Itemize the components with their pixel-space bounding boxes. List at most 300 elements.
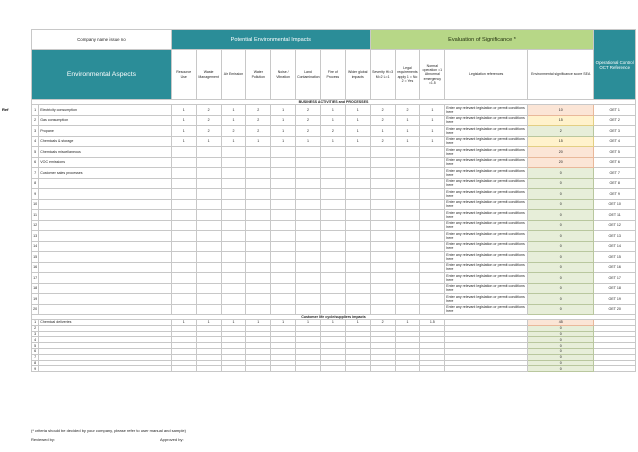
impact-value-cell[interactable] bbox=[345, 231, 370, 242]
impact-value-cell[interactable] bbox=[271, 199, 296, 210]
normal-cell[interactable] bbox=[420, 252, 445, 263]
legal-cell[interactable] bbox=[395, 273, 420, 284]
oct-reference-cell[interactable]: OET 14 bbox=[594, 241, 636, 252]
severity-cell[interactable]: 1 bbox=[370, 126, 395, 137]
oct-reference-cell[interactable]: OET 6 bbox=[594, 157, 636, 168]
impact-value-cell[interactable]: 1 bbox=[246, 136, 271, 147]
impact-value-cell[interactable] bbox=[271, 283, 296, 294]
impact-value-cell[interactable] bbox=[271, 178, 296, 189]
severity-cell[interactable] bbox=[370, 220, 395, 231]
impact-value-cell[interactable] bbox=[246, 210, 271, 221]
impact-value-cell[interactable] bbox=[196, 168, 221, 179]
impact-value-cell[interactable]: 2 bbox=[296, 115, 321, 126]
impact-value-cell[interactable]: 1 bbox=[271, 126, 296, 137]
impact-value-cell[interactable]: 2 bbox=[296, 105, 321, 116]
impact-value-cell[interactable] bbox=[296, 294, 321, 305]
normal-cell[interactable]: 1 bbox=[420, 136, 445, 147]
severity-cell[interactable] bbox=[370, 178, 395, 189]
normal-cell[interactable]: 1 bbox=[420, 115, 445, 126]
oct-reference-cell[interactable]: OET 9 bbox=[594, 189, 636, 200]
impact-value-cell[interactable] bbox=[246, 157, 271, 168]
legislation-cell[interactable]: Enter any relevant legislation or permit conditions here bbox=[445, 136, 528, 147]
impact-value-cell[interactable] bbox=[196, 189, 221, 200]
impact-value-cell[interactable]: 1 bbox=[171, 136, 196, 147]
aspect-cell[interactable]: Gas consumption bbox=[39, 115, 172, 126]
impact-value-cell[interactable]: 1 bbox=[320, 136, 345, 147]
impact-value-cell[interactable] bbox=[246, 168, 271, 179]
impact-value-cell[interactable] bbox=[196, 366, 221, 372]
impact-value-cell[interactable] bbox=[271, 231, 296, 242]
impact-value-cell[interactable] bbox=[171, 366, 196, 372]
impact-value-cell[interactable] bbox=[221, 220, 246, 231]
impact-value-cell[interactable] bbox=[271, 273, 296, 284]
normal-cell[interactable] bbox=[420, 294, 445, 305]
impact-value-cell[interactable] bbox=[345, 241, 370, 252]
legal-cell[interactable] bbox=[395, 178, 420, 189]
severity-cell[interactable] bbox=[370, 294, 395, 305]
impact-value-cell[interactable] bbox=[246, 283, 271, 294]
normal-cell[interactable] bbox=[420, 157, 445, 168]
legal-cell[interactable] bbox=[395, 252, 420, 263]
impact-value-cell[interactable] bbox=[296, 304, 321, 315]
legislation-cell[interactable]: Enter any relevant legislation or permit conditions here bbox=[445, 241, 528, 252]
severity-cell[interactable] bbox=[370, 147, 395, 158]
aspect-cell[interactable]: Customer sales processes bbox=[39, 168, 172, 179]
normal-cell[interactable] bbox=[420, 241, 445, 252]
legal-cell[interactable] bbox=[395, 283, 420, 294]
normal-cell[interactable] bbox=[420, 273, 445, 284]
aspect-cell[interactable] bbox=[39, 366, 172, 372]
aspect-cell[interactable] bbox=[39, 199, 172, 210]
impact-value-cell[interactable] bbox=[271, 252, 296, 263]
legislation-cell[interactable]: Enter any relevant legislation or permit conditions here bbox=[445, 252, 528, 263]
oct-reference-cell[interactable]: OET 18 bbox=[594, 283, 636, 294]
impact-value-cell[interactable] bbox=[196, 231, 221, 242]
oct-reference-cell[interactable]: OET 7 bbox=[594, 168, 636, 179]
impact-value-cell[interactable]: 1 bbox=[320, 105, 345, 116]
company-name-cell[interactable]: Company name issue no bbox=[32, 30, 172, 50]
aspect-cell[interactable] bbox=[39, 262, 172, 273]
impact-value-cell[interactable]: 2 bbox=[246, 105, 271, 116]
aspect-cell[interactable] bbox=[39, 304, 172, 315]
impact-value-cell[interactable] bbox=[196, 241, 221, 252]
oct-reference-cell[interactable]: OET 8 bbox=[594, 178, 636, 189]
impact-value-cell[interactable] bbox=[221, 231, 246, 242]
impact-value-cell[interactable] bbox=[271, 189, 296, 200]
legal-cell[interactable] bbox=[395, 189, 420, 200]
legal-cell[interactable] bbox=[395, 294, 420, 305]
oct-reference-cell[interactable]: OET 11 bbox=[594, 210, 636, 221]
legislation-cell[interactable]: Enter any relevant legislation or permit conditions here bbox=[445, 283, 528, 294]
oct-reference-cell[interactable]: OET 16 bbox=[594, 262, 636, 273]
impact-value-cell[interactable]: 1 bbox=[171, 320, 196, 326]
impact-value-cell[interactable] bbox=[246, 366, 271, 372]
severity-cell[interactable]: 2 bbox=[370, 105, 395, 116]
severity-cell[interactable] bbox=[370, 283, 395, 294]
oct-reference-cell[interactable]: OET 15 bbox=[594, 252, 636, 263]
oct-reference-cell[interactable]: OET 1 bbox=[594, 105, 636, 116]
impact-value-cell[interactable] bbox=[271, 294, 296, 305]
impact-value-cell[interactable] bbox=[271, 157, 296, 168]
impact-value-cell[interactable]: 1 bbox=[271, 115, 296, 126]
impact-value-cell[interactable] bbox=[171, 241, 196, 252]
impact-value-cell[interactable] bbox=[196, 252, 221, 263]
aspect-cell[interactable] bbox=[39, 231, 172, 242]
oct-reference-cell[interactable]: OET 2 bbox=[594, 115, 636, 126]
impact-value-cell[interactable] bbox=[171, 294, 196, 305]
legislation-cell[interactable]: Enter any relevant legislation or permit conditions here bbox=[445, 210, 528, 221]
impact-value-cell[interactable]: 2 bbox=[221, 126, 246, 137]
impact-value-cell[interactable]: 1 bbox=[221, 105, 246, 116]
impact-value-cell[interactable] bbox=[246, 199, 271, 210]
impact-value-cell[interactable] bbox=[345, 189, 370, 200]
impact-value-cell[interactable] bbox=[246, 273, 271, 284]
impact-value-cell[interactable] bbox=[196, 178, 221, 189]
impact-value-cell[interactable]: 2 bbox=[246, 115, 271, 126]
aspect-cell[interactable]: Chemicals miscellaneous bbox=[39, 147, 172, 158]
impact-value-cell[interactable] bbox=[296, 231, 321, 242]
impact-value-cell[interactable]: 2 bbox=[246, 126, 271, 137]
impact-value-cell[interactable] bbox=[196, 210, 221, 221]
impact-value-cell[interactable] bbox=[221, 168, 246, 179]
impact-value-cell[interactable] bbox=[296, 241, 321, 252]
legislation-cell[interactable]: Enter any relevant legislation or permit conditions here bbox=[445, 189, 528, 200]
legislation-cell[interactable]: Enter any relevant legislation or permit conditions here bbox=[445, 168, 528, 179]
aspect-cell[interactable]: VOC emissions bbox=[39, 157, 172, 168]
aspect-cell[interactable] bbox=[39, 273, 172, 284]
impact-value-cell[interactable] bbox=[221, 241, 246, 252]
severity-cell[interactable] bbox=[370, 210, 395, 221]
impact-value-cell[interactable] bbox=[271, 304, 296, 315]
impact-value-cell[interactable]: 2 bbox=[196, 126, 221, 137]
severity-cell[interactable] bbox=[370, 262, 395, 273]
impact-value-cell[interactable] bbox=[196, 304, 221, 315]
impact-value-cell[interactable] bbox=[320, 294, 345, 305]
legal-cell[interactable] bbox=[395, 262, 420, 273]
normal-cell[interactable] bbox=[420, 262, 445, 273]
impact-value-cell[interactable] bbox=[246, 252, 271, 263]
impact-value-cell[interactable] bbox=[320, 366, 345, 372]
legal-cell[interactable] bbox=[395, 210, 420, 221]
impact-value-cell[interactable] bbox=[345, 273, 370, 284]
impact-value-cell[interactable] bbox=[171, 283, 196, 294]
impact-value-cell[interactable] bbox=[171, 231, 196, 242]
legislation-cell[interactable]: Enter any relevant legislation or permit conditions here bbox=[445, 178, 528, 189]
impact-value-cell[interactable]: 1 bbox=[171, 115, 196, 126]
legal-cell[interactable]: 1 bbox=[395, 115, 420, 126]
normal-cell[interactable] bbox=[420, 283, 445, 294]
impact-value-cell[interactable] bbox=[271, 147, 296, 158]
legislation-cell[interactable]: Enter any relevant legislation or permit conditions here bbox=[445, 199, 528, 210]
impact-value-cell[interactable] bbox=[196, 157, 221, 168]
impact-value-cell[interactable] bbox=[320, 231, 345, 242]
normal-cell[interactable] bbox=[420, 189, 445, 200]
impact-value-cell[interactable] bbox=[196, 147, 221, 158]
impact-value-cell[interactable]: 1 bbox=[171, 126, 196, 137]
impact-value-cell[interactable] bbox=[345, 147, 370, 158]
impact-value-cell[interactable] bbox=[271, 241, 296, 252]
legislation-cell[interactable]: Enter any relevant legislation or permit conditions here bbox=[445, 262, 528, 273]
impact-value-cell[interactable]: 1 bbox=[271, 320, 296, 326]
impact-value-cell[interactable] bbox=[320, 283, 345, 294]
impact-value-cell[interactable] bbox=[271, 366, 296, 372]
severity-cell[interactable] bbox=[370, 199, 395, 210]
impact-value-cell[interactable] bbox=[171, 304, 196, 315]
oct-reference-cell[interactable]: OET 20 bbox=[594, 304, 636, 315]
impact-value-cell[interactable] bbox=[345, 366, 370, 372]
impact-value-cell[interactable] bbox=[296, 283, 321, 294]
impact-value-cell[interactable] bbox=[296, 147, 321, 158]
impact-value-cell[interactable]: 1 bbox=[171, 105, 196, 116]
impact-value-cell[interactable] bbox=[320, 147, 345, 158]
impact-value-cell[interactable]: 1 bbox=[320, 320, 345, 326]
impact-value-cell[interactable] bbox=[320, 189, 345, 200]
impact-value-cell[interactable] bbox=[320, 273, 345, 284]
legal-cell[interactable]: 1 bbox=[395, 136, 420, 147]
impact-value-cell[interactable]: 1 bbox=[345, 126, 370, 137]
legislation-cell[interactable]: Enter any relevant legislation or permit conditions here bbox=[445, 294, 528, 305]
aspect-cell[interactable] bbox=[39, 283, 172, 294]
impact-value-cell[interactable] bbox=[271, 220, 296, 231]
legal-cell[interactable] bbox=[395, 199, 420, 210]
impact-value-cell[interactable]: 1 bbox=[271, 136, 296, 147]
impact-value-cell[interactable]: 1 bbox=[296, 320, 321, 326]
impact-value-cell[interactable] bbox=[345, 199, 370, 210]
impact-value-cell[interactable] bbox=[345, 220, 370, 231]
impact-value-cell[interactable] bbox=[296, 220, 321, 231]
oct-reference-cell[interactable]: OET 19 bbox=[594, 294, 636, 305]
legal-cell[interactable]: 2 bbox=[395, 105, 420, 116]
legislation-cell[interactable]: Enter any relevant legislation or permit conditions here bbox=[445, 115, 528, 126]
impact-value-cell[interactable] bbox=[196, 294, 221, 305]
impact-value-cell[interactable] bbox=[221, 147, 246, 158]
legal-cell[interactable]: 1 bbox=[395, 126, 420, 137]
impact-value-cell[interactable] bbox=[345, 304, 370, 315]
impact-value-cell[interactable]: 2 bbox=[196, 115, 221, 126]
impact-value-cell[interactable] bbox=[246, 178, 271, 189]
legislation-cell[interactable]: Enter any relevant legislation or permit conditions here bbox=[445, 105, 528, 116]
oct-reference-cell[interactable] bbox=[594, 366, 636, 372]
oct-reference-cell[interactable]: OET 10 bbox=[594, 199, 636, 210]
impact-value-cell[interactable] bbox=[271, 210, 296, 221]
oct-reference-cell[interactable]: OET 17 bbox=[594, 273, 636, 284]
severity-cell[interactable] bbox=[370, 241, 395, 252]
impact-value-cell[interactable] bbox=[196, 220, 221, 231]
impact-value-cell[interactable] bbox=[320, 168, 345, 179]
impact-value-cell[interactable] bbox=[296, 366, 321, 372]
impact-value-cell[interactable] bbox=[171, 273, 196, 284]
impact-value-cell[interactable] bbox=[246, 231, 271, 242]
legal-cell[interactable] bbox=[395, 220, 420, 231]
legal-cell[interactable]: 1 bbox=[395, 320, 420, 326]
severity-cell[interactable]: 2 bbox=[370, 320, 395, 326]
legislation-cell[interactable]: Enter any relevant legislation or permit conditions here bbox=[445, 231, 528, 242]
oct-reference-cell[interactable]: OET 12 bbox=[594, 220, 636, 231]
impact-value-cell[interactable] bbox=[320, 178, 345, 189]
normal-cell[interactable] bbox=[420, 147, 445, 158]
impact-value-cell[interactable] bbox=[246, 241, 271, 252]
impact-value-cell[interactable] bbox=[171, 147, 196, 158]
impact-value-cell[interactable] bbox=[296, 189, 321, 200]
impact-value-cell[interactable] bbox=[296, 157, 321, 168]
impact-value-cell[interactable] bbox=[246, 294, 271, 305]
impact-value-cell[interactable]: 1 bbox=[221, 136, 246, 147]
impact-value-cell[interactable] bbox=[246, 147, 271, 158]
aspect-cell[interactable] bbox=[39, 241, 172, 252]
impact-value-cell[interactable] bbox=[296, 273, 321, 284]
legal-cell[interactable] bbox=[395, 241, 420, 252]
oct-reference-cell[interactable]: OET 5 bbox=[594, 147, 636, 158]
legal-cell[interactable] bbox=[395, 168, 420, 179]
impact-value-cell[interactable] bbox=[320, 199, 345, 210]
normal-cell[interactable] bbox=[420, 366, 445, 372]
aspect-cell[interactable] bbox=[39, 178, 172, 189]
normal-cell[interactable] bbox=[420, 210, 445, 221]
impact-value-cell[interactable] bbox=[221, 189, 246, 200]
aspect-cell[interactable]: Propane bbox=[39, 126, 172, 137]
impact-value-cell[interactable] bbox=[221, 366, 246, 372]
impact-value-cell[interactable]: 1 bbox=[196, 320, 221, 326]
legislation-cell[interactable]: Enter any relevant legislation or permit conditions here bbox=[445, 147, 528, 158]
impact-value-cell[interactable] bbox=[196, 283, 221, 294]
impact-value-cell[interactable] bbox=[296, 168, 321, 179]
normal-cell[interactable]: 1 bbox=[420, 126, 445, 137]
impact-value-cell[interactable] bbox=[320, 157, 345, 168]
impact-value-cell[interactable] bbox=[196, 273, 221, 284]
severity-cell[interactable]: 2 bbox=[370, 115, 395, 126]
impact-value-cell[interactable] bbox=[345, 178, 370, 189]
impact-value-cell[interactable] bbox=[171, 210, 196, 221]
legislation-cell[interactable]: Enter any relevant legislation or permit conditions here bbox=[445, 126, 528, 137]
normal-cell[interactable] bbox=[420, 304, 445, 315]
normal-cell[interactable]: 1.5 bbox=[420, 320, 445, 326]
aspect-cell[interactable]: Chemicals & storage bbox=[39, 136, 172, 147]
oct-reference-cell[interactable]: OET 13 bbox=[594, 231, 636, 242]
aspect-cell[interactable] bbox=[39, 294, 172, 305]
impact-value-cell[interactable]: 1 bbox=[271, 105, 296, 116]
impact-value-cell[interactable] bbox=[221, 210, 246, 221]
impact-value-cell[interactable] bbox=[320, 262, 345, 273]
impact-value-cell[interactable] bbox=[320, 220, 345, 231]
normal-cell[interactable] bbox=[420, 220, 445, 231]
impact-value-cell[interactable] bbox=[246, 220, 271, 231]
impact-value-cell[interactable] bbox=[221, 304, 246, 315]
impact-value-cell[interactable] bbox=[345, 210, 370, 221]
impact-value-cell[interactable] bbox=[171, 199, 196, 210]
impact-value-cell[interactable] bbox=[320, 304, 345, 315]
impact-value-cell[interactable] bbox=[296, 210, 321, 221]
legislation-cell[interactable]: Enter any relevant legislation or permit conditions here bbox=[445, 220, 528, 231]
normal-cell[interactable]: 1 bbox=[420, 105, 445, 116]
impact-value-cell[interactable] bbox=[345, 168, 370, 179]
impact-value-cell[interactable] bbox=[171, 262, 196, 273]
impact-value-cell[interactable] bbox=[171, 168, 196, 179]
aspect-cell[interactable] bbox=[39, 220, 172, 231]
normal-cell[interactable] bbox=[420, 168, 445, 179]
legal-cell[interactable] bbox=[395, 157, 420, 168]
severity-cell[interactable]: 2 bbox=[370, 136, 395, 147]
impact-value-cell[interactable] bbox=[196, 199, 221, 210]
impact-value-cell[interactable]: 1 bbox=[345, 105, 370, 116]
legal-cell[interactable] bbox=[395, 147, 420, 158]
impact-value-cell[interactable] bbox=[296, 252, 321, 263]
impact-value-cell[interactable] bbox=[221, 262, 246, 273]
normal-cell[interactable] bbox=[420, 231, 445, 242]
severity-cell[interactable] bbox=[370, 231, 395, 242]
legislation-cell[interactable]: Enter any relevant legislation or permit conditions here bbox=[445, 273, 528, 284]
impact-value-cell[interactable] bbox=[171, 252, 196, 263]
legal-cell[interactable] bbox=[395, 231, 420, 242]
impact-value-cell[interactable]: 1 bbox=[345, 115, 370, 126]
impact-value-cell[interactable]: 1 bbox=[221, 115, 246, 126]
impact-value-cell[interactable] bbox=[221, 157, 246, 168]
impact-value-cell[interactable]: 2 bbox=[320, 126, 345, 137]
impact-value-cell[interactable] bbox=[221, 283, 246, 294]
impact-value-cell[interactable] bbox=[171, 178, 196, 189]
legal-cell[interactable] bbox=[395, 304, 420, 315]
impact-value-cell[interactable] bbox=[221, 252, 246, 263]
normal-cell[interactable] bbox=[420, 178, 445, 189]
impact-value-cell[interactable] bbox=[345, 262, 370, 273]
impact-value-cell[interactable] bbox=[320, 210, 345, 221]
severity-cell[interactable] bbox=[370, 168, 395, 179]
oct-reference-cell[interactable]: OET 4 bbox=[594, 136, 636, 147]
impact-value-cell[interactable] bbox=[221, 178, 246, 189]
impact-value-cell[interactable] bbox=[271, 168, 296, 179]
impact-value-cell[interactable] bbox=[246, 262, 271, 273]
aspect-cell[interactable] bbox=[39, 210, 172, 221]
impact-value-cell[interactable]: 1 bbox=[246, 320, 271, 326]
impact-value-cell[interactable] bbox=[345, 252, 370, 263]
oct-reference-cell[interactable]: OET 3 bbox=[594, 126, 636, 137]
impact-value-cell[interactable] bbox=[246, 189, 271, 200]
aspect-cell[interactable] bbox=[39, 252, 172, 263]
severity-cell[interactable] bbox=[370, 189, 395, 200]
impact-value-cell[interactable] bbox=[171, 157, 196, 168]
severity-cell[interactable] bbox=[370, 252, 395, 263]
impact-value-cell[interactable]: 1 bbox=[320, 115, 345, 126]
impact-value-cell[interactable]: 2 bbox=[296, 126, 321, 137]
impact-value-cell[interactable]: 1 bbox=[345, 320, 370, 326]
impact-value-cell[interactable]: 1 bbox=[345, 136, 370, 147]
aspect-cell[interactable]: Electricity consumption bbox=[39, 105, 172, 116]
impact-value-cell[interactable] bbox=[246, 304, 271, 315]
legislation-cell[interactable]: Enter any relevant legislation or permit conditions here bbox=[445, 157, 528, 168]
impact-value-cell[interactable] bbox=[171, 189, 196, 200]
aspect-cell[interactable]: Chemical deliveries bbox=[39, 320, 172, 326]
impact-value-cell[interactable]: 1 bbox=[196, 136, 221, 147]
impact-value-cell[interactable] bbox=[221, 294, 246, 305]
aspect-cell[interactable] bbox=[39, 189, 172, 200]
impact-value-cell[interactable] bbox=[296, 178, 321, 189]
impact-value-cell[interactable] bbox=[221, 199, 246, 210]
impact-value-cell[interactable] bbox=[345, 283, 370, 294]
legislation-cell[interactable] bbox=[445, 366, 528, 372]
impact-value-cell[interactable] bbox=[171, 220, 196, 231]
impact-value-cell[interactable] bbox=[296, 262, 321, 273]
legal-cell[interactable] bbox=[395, 366, 420, 372]
severity-cell[interactable] bbox=[370, 366, 395, 372]
impact-value-cell[interactable] bbox=[345, 157, 370, 168]
impact-value-cell[interactable] bbox=[320, 241, 345, 252]
impact-value-cell[interactable] bbox=[345, 294, 370, 305]
severity-cell[interactable] bbox=[370, 157, 395, 168]
impact-value-cell[interactable] bbox=[296, 199, 321, 210]
severity-cell[interactable] bbox=[370, 304, 395, 315]
severity-cell[interactable] bbox=[370, 273, 395, 284]
normal-cell[interactable] bbox=[420, 199, 445, 210]
impact-value-cell[interactable]: 1 bbox=[296, 136, 321, 147]
